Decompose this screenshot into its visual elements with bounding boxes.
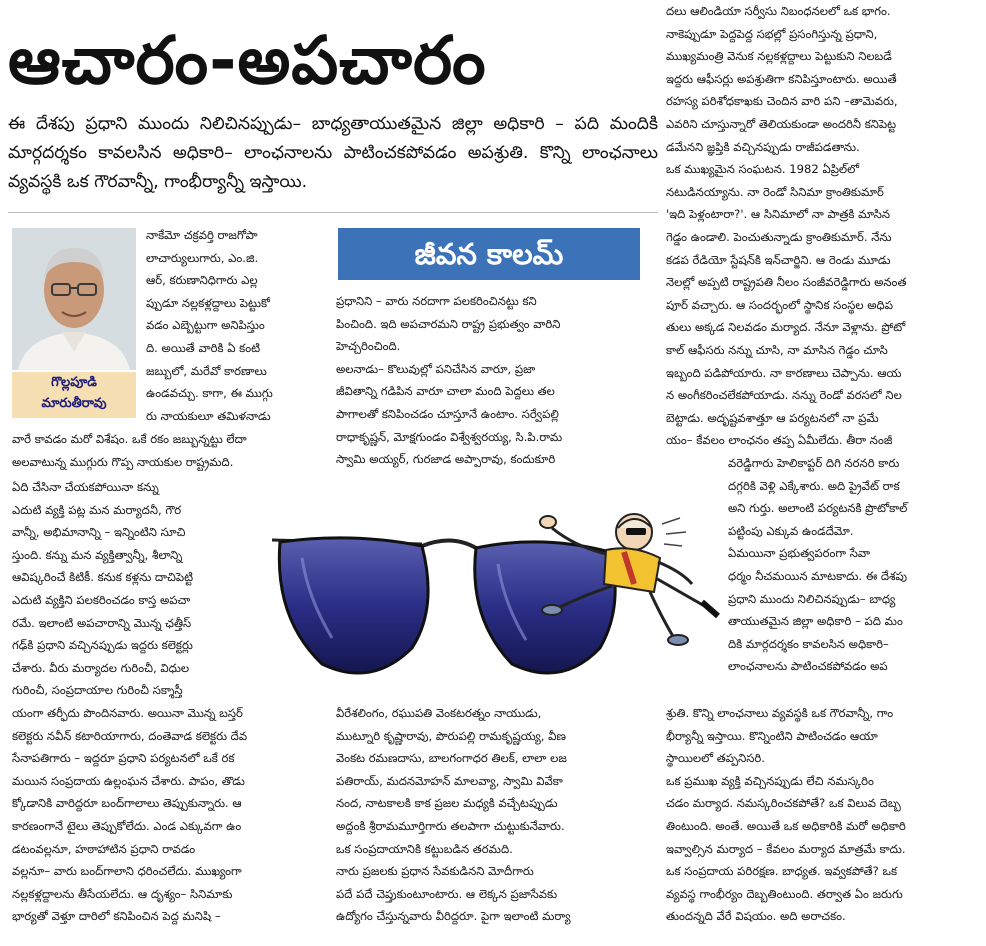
text-line: రాధాకృష్ణన్‌, మోక్షగుండం విశ్వేశ్వరయ్య, సి.పి.రామ: [336, 429, 563, 444]
text-line: ఒక ముఖ్యమైన సంఘటన. 1982 ఏప్రిల్‌లో: [666, 162, 860, 177]
text-line: యంగా తర్ఫీదు పొందినవారు. అయినా మొన్న బస్తర్‌: [12, 706, 243, 720]
text-line: ఒక ప్రముఖ వ్యక్తి వచ్చినప్పుడు లేచి నమస్కరిం: [666, 773, 874, 788]
text-line: ప్రధానిని – వారు నరదాగా పలకరించినట్టు కని: [336, 294, 537, 308]
text-line: నంద, నాటకాలకి కాక ప్రజల మధ్యకి వచ్చేటప్పుడు: [336, 796, 558, 811]
text-line: తుందన్నది వేరే విషయం. అది అరాచకం.: [666, 909, 846, 924]
text-line: గెడ్డం ఉండాలి. పెంచుతున్నాడు క్రాంతికుమార్‌. నేను: [666, 229, 892, 244]
cartoon-illustration: [262, 488, 724, 692]
text-line: ఏమయినా ప్రభుత్వపరంగా సేవా: [728, 546, 871, 561]
text-line: ఎవరిని చూస్తున్నారో తెలియకుండా అందరినీ కనిపెట్ట: [666, 116, 897, 131]
text-line: ముట్నూరి కృష్ణారావు, పొరుపల్లి రామకృష్ణయ్య, వీణ: [336, 728, 566, 743]
text-line: దగ్గరికి వెళ్లి ఎక్కేశారు. అది ప్రైవేట్‌ రాక: [728, 478, 900, 493]
text-line: క్కోడానికి వారిద్దరూ బంద్‌గాలాలు తెప్పుకున్నారు. ఆ: [12, 796, 242, 811]
text-line: వీరేశలింగం, రఘుపతి వెంకటరత్నం నాయుడు,: [336, 706, 542, 720]
text-line: ప్రధాని ముందు నిలిచినప్పుడు– బాధ్య: [728, 591, 896, 606]
text-line: నెలల్లో అప్పటి రాష్ట్రపతి నీలం సంజీవరెడ్డిగారు అనంత: [666, 275, 907, 290]
text-line: ఆర్‌, కరుణానిధిగారు ఎల్ల: [146, 273, 258, 288]
column-2-upper: [336, 290, 646, 471]
text-line: పదే పదే చెప్తుకుంటూంటారు. ఆ లెక్కన ప్రజాసేవకు: [336, 886, 558, 901]
text-line: భార్యతో వెళ్తూ దారిలో కనిపించిన పెద్ద మనిషి –: [12, 909, 221, 924]
text-line: ఉండవచ్చు. కాగా, ఈ ముగ్గు: [146, 386, 273, 401]
text-line: నల్లకళ్లద్దాలను తీసేయలేదు. ఆ దృశ్యం– సినిమాకు: [12, 886, 233, 901]
text-line: ప్పుడూ నల్లకళ్లద్దాలు పెట్టుకో: [146, 295, 270, 310]
text-line: వాన్నీ, అభిమానాన్ని – ఇన్నింటిని సూచి: [12, 525, 186, 540]
text-line: అలవాటున్న ముగ్గురు గొప్ప నాయకుల రాష్ట్రమది.: [12, 454, 234, 469]
text-line: పించింది. ఇది అపచారమని రాష్ట్ర ప్రభుత్వం వారిని: [336, 316, 561, 331]
text-line: భీర్యాన్నీ ఇస్తాయి. కొన్నింటిని పాటించడం ఆయా: [666, 728, 878, 743]
text-line: పూర్ వచ్చారు. ఆ సందర్భంలో స్థానిక సంస్థల అధిప: [666, 297, 893, 312]
headline: ఆచారం-అపచారం: [8, 22, 487, 99]
text-line: స్థాయిలలో తప్పనిసరి.: [666, 751, 765, 766]
deck-summary: ఈ దేశపు ప్రధాని ముందు నిలిచినప్పుడు– బాధ్యతాయుతమైన జిల్లా అధికారి – పది మందికి మార్గదర్శకం కావలసిన అధికారి– లాంఛనాలను పాటించకపోవడం అపశ్రుతి. కొన్ని లాంఛనాలు వ్యవస్థకి ఒక గౌరవాన్నీ, గాంభీర్యాన్నీ ఇస్తాయి.: [8, 114, 658, 192]
column-1-intro: [146, 224, 324, 427]
text-line: వెంకట రమణదాసు, బాలగంగాధర తిలక్‌, లాలా లజ: [336, 751, 567, 766]
column-2-lower: [336, 702, 646, 928]
text-line: ఎదుటి వ్యక్తి పట్ల మన మర్యాదనీ, గౌర: [12, 502, 182, 517]
text-line: స్వామి అయ్యర్‌, గురజాడ అప్పారావు, కందుకూరి: [336, 452, 556, 467]
text-line: చడం మర్యాద. నమస్కరించకపోతే? ఒక విలువ దెబ్బ: [666, 796, 901, 811]
text-line: ఇద్దరు ఆఫీసర్లు అపశ్రుతిగా కనిపిస్తూంటారు. అయితే: [666, 71, 897, 86]
author-name-line1: గొల్లపూడి: [51, 375, 97, 390]
text-line: శ్రుతి. కొన్ని లాంఛనాలు వ్యవస్థకి ఒక గౌరవాన్నీ, గాం: [666, 706, 894, 720]
author-box: [12, 228, 136, 418]
text-line: న అంగీకరించలేకపోయాడు. నన్ను రెండో వరసలో నిల: [666, 388, 902, 403]
text-line: నారు ప్రజలకు ప్రధాన సేవకుడినని మోదీగారు: [336, 864, 534, 879]
text-line: ఒక సంప్రదాయానికి కట్టుబడిన తరమది.: [336, 841, 513, 856]
text-line: స్తుంది. కన్ను మన వ్యక్తిత్వాన్నీ, శీలాన్ని: [12, 547, 183, 562]
text-line: ముఖ్యమంత్రి వెనుక నల్లకళ్లద్దాలు పెట్టుకుని నిలబడే: [666, 49, 892, 64]
text-line: కారణంగానే టైలు తెప్పుకోలేదు. ఎండ ఎక్కువగా ఉం: [12, 818, 242, 833]
column-1-lower-b: [12, 702, 324, 928]
text-line: లాంఛనాలను పాటించకపోవడం అప: [728, 659, 888, 674]
text-line: అద్దంకి శ్రీరామమూర్తిగారు తలపాగా చుట్టుకునేవారు.: [336, 818, 565, 833]
text-line: అని గుర్తు. అలాంటి పర్యటనకి ప్రొటోకాల్‌: [728, 501, 908, 516]
text-line: గురించీ, సంప్రదాయాల గురించీ సక్శాస్తీ: [12, 683, 183, 698]
author-byline: [12, 372, 136, 418]
text-line: అలనాడు– కొలువుల్లో పనిచేసిన వారూ, ప్రజా: [336, 361, 536, 376]
text-line: కాల్ ఆఫీసరు నన్ను చూసి, నా మాసిన గెడ్డం చూసి: [666, 342, 888, 357]
text-line: దలు ఆలిండియా సర్వీసు నిబంధనలలో ఒక భాగం.: [666, 4, 891, 18]
text-line: పతిరాయ్‌, మదనమోహన్‌ మాలవ్యా, స్వామి వివేకా: [336, 773, 563, 788]
text-line: వడం ఎబ్బెట్టుగా అనిపిస్తుం: [146, 318, 265, 333]
text-line: ది. అయితే వారికి ఏ కంటి: [146, 340, 261, 355]
text-line: డమేనని జ్ఞప్తికి వచ్చినప్పుడు రాజీపడతాను.: [666, 139, 860, 154]
text-line: జీవితాన్ని గడిపిన వారూ చాలా మంది పెద్దలు తల: [336, 384, 555, 399]
text-line: ఏది చేసినా చేయకపోయినా కన్ను: [12, 480, 159, 494]
text-line: పట్టింపు ఎక్కువ ఉండదేమో.: [728, 523, 854, 538]
column-3-upper-b: [728, 452, 976, 678]
text-line: వారే కావడం మరో విశేషం. ఒకే రకం జబ్బున్నట్టు లేదా: [12, 432, 247, 446]
text-line: లాచార్యులుగారు, ఎం.జి.: [146, 250, 259, 265]
divider: [8, 212, 658, 213]
column-1-full: [12, 428, 324, 473]
text-line: కడప రేడియో స్టేషన్‌కి ఇన్‌చార్జిని. ఆ రెండు మూడు: [666, 252, 891, 267]
text-line: కలెక్టరు నవీన్ కటారియాగారు, దంతెవాడ కలెక్టరు దేవ: [12, 728, 248, 743]
text-line: ఎదుటి వ్యక్తిని పలకరించడం కాస్త అపచా: [12, 592, 191, 607]
text-line: ఉద్యోగం చేస్తున్నవారు వీరిద్దరూ. పైగా ఇలాంటి మర్యా: [336, 909, 571, 924]
text-line: నటుడినయ్యాను. నా రెండో సినిమా క్రాంతికుమార్‌: [666, 184, 884, 199]
text-line: తాయుతమైన జిల్లా అధికారి – పది మం: [728, 614, 903, 629]
column-title-banner: జీవన కాలమ్: [338, 228, 640, 280]
text-line: తులు అక్కడ నిలవడం మర్యాద. నేనూ వెళ్లాను. ప్రోటో: [666, 320, 906, 335]
text-line: చేశారు. వీరు మర్యాదల గురించీ, విధుల: [12, 660, 190, 675]
text-line: వరెడ్డిగారు హెలికాప్టర్‌ దిగి నరనరి కారు: [728, 456, 900, 470]
text-line: దికి మార్గదర్శకం కావలసిన అధికారి–: [728, 636, 889, 651]
column-3-lower: [666, 702, 976, 928]
text-line: ఇబ్బంది పడిపోయారు. నా కారణాలు చెప్పాను. ఆయ: [666, 365, 902, 380]
text-line: డటంవల్లనూ, హఠాహాటిన ప్రధాని రావడం: [12, 841, 196, 856]
text-line: నాకేమో చక్రవర్తి రాజగోపా: [146, 228, 258, 242]
text-line: వల్లనూ– వారు బంద్‌గాలాని ధరించలేదు. ముఖ్యంగా: [12, 864, 242, 879]
text-line: తింటుంది. అంతే. అయితే ఒక అధికారికి మరో అధికారి: [666, 818, 906, 833]
text-line: ఒక సంప్రదాయ పరిరక్షణ. బాధ్యత. ఇవ్వకపోతే? ఒక: [666, 864, 898, 879]
text-line: జబ్బులో, మరేవో కారణాలు: [146, 363, 267, 378]
text-line: వ్యవస్థ గాంభీర్యం దెబ్బతింటుంది. తర్వాత ఏం జరుగు: [666, 886, 903, 901]
column-3-upper-a: [666, 0, 976, 452]
text-line: సేనాపతిగారు – ఇద్దరూ ప్రధాని పర్యటనలో ఒకే రక: [12, 751, 235, 766]
text-line: రమే. ఇలాంటి అపచారాన్ని మొన్న ఛత్తీస్‌: [12, 615, 192, 630]
text-line: బెట్టాడు. అదృష్టవశాత్తూ ఆ పర్యటనలో నా ప్రమే: [666, 410, 879, 425]
text-line: హెచ్చరించింది.: [336, 339, 401, 354]
text-line: ఆవిష్కరించే కిటికీ. కనుక కళ్లను దాచిపెట్టి: [12, 570, 194, 585]
text-line: రహస్య పరిశోధకాఖకు చెందిన వారి పని –తామెవరు,: [666, 94, 898, 109]
text-line: 'ఇది పెళ్లంటారా?'. ఆ సినిమాలో నా పాత్రకి మాసిన: [666, 207, 891, 222]
text-line: పాగాలతో కనిపించడం చూస్తూనే ఉంటాం. సర్వేపల్లి: [336, 406, 559, 421]
text-line: ధర్మం నీచమయిన మాటకాదు. ఈ దేశపు: [728, 568, 908, 583]
column-1-lower-a: [12, 476, 258, 702]
text-line: ఇవ్వాల్సిన మర్యాద – కేవలం మర్యాద మాత్రమే కాదు.: [666, 841, 906, 856]
text-line: నాకెప్పుడూ పెద్దపెద్ద సభల్లో ప్రసంగిస్తున్న ప్రధాని,: [666, 26, 878, 41]
author-photo: [12, 228, 136, 370]
text-line: గఢ్‌కి ప్రధాని వచ్చినప్పుడు ఇద్దరు కలెక్టర్లు: [12, 638, 193, 653]
text-line: యం– కేవలం లాంఛనం తప్ప ఏమీలేదు. తీరా నంజీ: [666, 433, 893, 448]
author-name-line2: మారుతీరావు: [41, 396, 107, 411]
text-line: మయిన సంప్రదాయ ఉల్లంఘన చేశారు. పాపం, తొడు: [12, 773, 245, 788]
text-line: రు నాయకులూ తమిళనాడు: [146, 408, 271, 423]
